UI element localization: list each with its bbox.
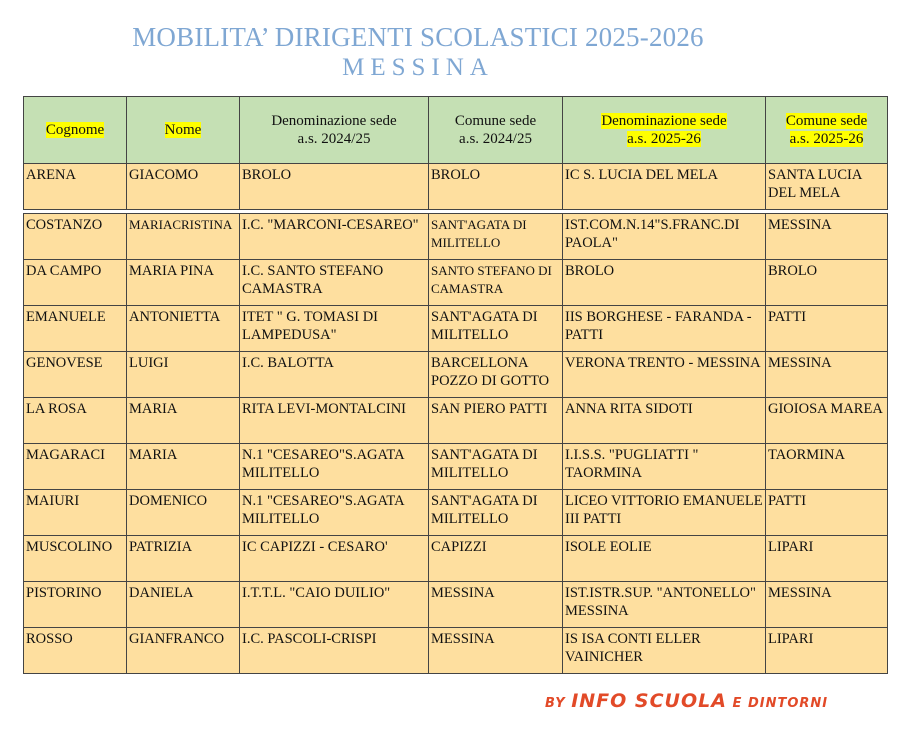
cell-den-new: BROLO	[563, 260, 766, 306]
cell-com-old: SANT'AGATA DI MILITELLO	[429, 490, 563, 536]
page-subtitle: MESSINA	[342, 54, 494, 81]
page-title: MOBILITA’ DIRIGENTI SCOLASTICI 2025-2026	[132, 22, 704, 52]
header-comune-new: Comune sede a.s. 2025-26	[766, 97, 888, 164]
cell-nome: GIACOMO	[127, 164, 240, 210]
cell-com-new: BROLO	[766, 260, 888, 306]
cell-com-new: MESSINA	[766, 352, 888, 398]
table-row	[24, 260, 888, 306]
cell-com-new: LIPARI	[766, 628, 888, 674]
cell-cognome: GENOVESE	[24, 352, 127, 398]
footer-tail: E DINTORNI	[732, 696, 829, 711]
table-row	[24, 490, 888, 536]
cell-den-old: N.1 "CESAREO"S.AGATA MILITELLO	[240, 490, 429, 536]
cell-cognome: MAIURI	[24, 490, 127, 536]
cell-nome: DOMENICO	[127, 490, 240, 536]
cell-den-old: I.T.T.L. "CAIO DUILIO"	[240, 582, 429, 628]
cell-com-old: SAN PIERO PATTI	[429, 398, 563, 444]
table-row	[24, 164, 888, 210]
cell-den-new: IST.COM.N.14"S.FRANC.DI PAOLA"	[563, 214, 766, 260]
table-row	[24, 306, 888, 352]
cell-com-new: LIPARI	[766, 536, 888, 582]
header-denominazione-old: Denominazione sede a.s. 2024/25	[240, 97, 429, 164]
cell-den-new: ISOLE EOLIE	[563, 536, 766, 582]
cell-den-old: I.C. BALOTTA	[240, 352, 429, 398]
cell-nome: DANIELA	[127, 582, 240, 628]
cell-den-old: I.C. SANTO STEFANO CAMASTRA	[240, 260, 429, 306]
table-row	[24, 214, 888, 260]
cell-com-new: MESSINA	[766, 214, 888, 260]
cell-den-new: ANNA RITA SIDOTI	[563, 398, 766, 444]
cell-com-old: MESSINA	[429, 582, 563, 628]
cell-nome: ANTONIETTA	[127, 306, 240, 352]
header-nome: Nome	[127, 97, 240, 164]
header-cognome: Cognome	[24, 97, 127, 164]
cell-nome: MARIA	[127, 444, 240, 490]
cell-nome: MARIA	[127, 398, 240, 444]
cell-den-old: I.C. PASCOLI-CRISPI	[240, 628, 429, 674]
cell-den-new: I.I.S.S. "PUGLIATTI " TAORMINA	[563, 444, 766, 490]
cell-den-old: IC CAPIZZI - CESARO'	[240, 536, 429, 582]
cell-cognome: MUSCOLINO	[24, 536, 127, 582]
cell-den-new: IST.ISTR.SUP. "ANTONELLO" MESSINA	[563, 582, 766, 628]
cell-cognome: LA ROSA	[24, 398, 127, 444]
header-comune-old: Comune sede a.s. 2024/25	[429, 97, 563, 164]
cell-com-old: BARCELLONA POZZO DI GOTTO	[429, 352, 563, 398]
cell-com-new: PATTI	[766, 490, 888, 536]
cell-com-new: TAORMINA	[766, 444, 888, 490]
cell-den-old: N.1 "CESAREO"S.AGATA MILITELLO	[240, 444, 429, 490]
cell-com-new: MESSINA	[766, 582, 888, 628]
footer-brand: INFO SCUOLA	[571, 690, 727, 712]
cell-com-old: SANTO STEFANO DI CAMASTRA	[429, 260, 563, 306]
cell-cognome: MAGARACI	[24, 444, 127, 490]
cell-nome: PATRIZIA	[127, 536, 240, 582]
cell-com-new: SANTA LUCIA DEL MELA	[766, 164, 888, 210]
cell-cognome: DA CAMPO	[24, 260, 127, 306]
cell-cognome: ARENA	[24, 164, 127, 210]
cell-com-old: BROLO	[429, 164, 563, 210]
cell-den-new: LICEO VITTORIO EMANUELE III PATTI	[563, 490, 766, 536]
cell-nome: MARIA PINA	[127, 260, 240, 306]
cell-den-old: RITA LEVI-MONTALCINI	[240, 398, 429, 444]
cell-cognome: PISTORINO	[24, 582, 127, 628]
cell-cognome: COSTANZO	[24, 214, 127, 260]
table-row	[24, 536, 888, 582]
table-row	[24, 352, 888, 398]
header-denominazione-new: Denominazione sede a.s. 2025-26	[563, 97, 766, 164]
cell-com-old: SANT'AGATA DI MILITELLO	[429, 214, 563, 260]
footer-by: BY	[545, 696, 566, 711]
cell-den-new: IC S. LUCIA DEL MELA	[563, 164, 766, 210]
table-row	[24, 582, 888, 628]
cell-cognome: EMANUELE	[24, 306, 127, 352]
table-row	[24, 398, 888, 444]
cell-den-old: ITET " G. TOMASI DI LAMPEDUSA"	[240, 306, 429, 352]
cell-com-new: GIOIOSA MAREA	[766, 398, 888, 444]
cell-den-new: VERONA TRENTO - MESSINA	[563, 352, 766, 398]
cell-com-old: CAPIZZI	[429, 536, 563, 582]
cell-nome: MARIACRISTINA	[127, 214, 240, 260]
cell-com-old: SANT'AGATA DI MILITELLO	[429, 306, 563, 352]
table-row	[24, 628, 888, 674]
cell-den-old: I.C. "MARCONI-CESAREO"	[240, 214, 429, 260]
cell-com-old: SANT'AGATA DI MILITELLO	[429, 444, 563, 490]
cell-nome: LUIGI	[127, 352, 240, 398]
table-header-row	[24, 97, 888, 164]
cell-nome: GIANFRANCO	[127, 628, 240, 674]
cell-com-old: MESSINA	[429, 628, 563, 674]
cell-den-new: IIS BORGHESE - FARANDA - PATTI	[563, 306, 766, 352]
table-row	[24, 444, 888, 490]
mobility-table	[23, 96, 888, 674]
cell-cognome: ROSSO	[24, 628, 127, 674]
cell-den-old: BROLO	[240, 164, 429, 210]
cell-den-new: IS ISA CONTI ELLER VAINICHER	[563, 628, 766, 674]
cell-com-new: PATTI	[766, 306, 888, 352]
footer-credit	[545, 690, 828, 712]
